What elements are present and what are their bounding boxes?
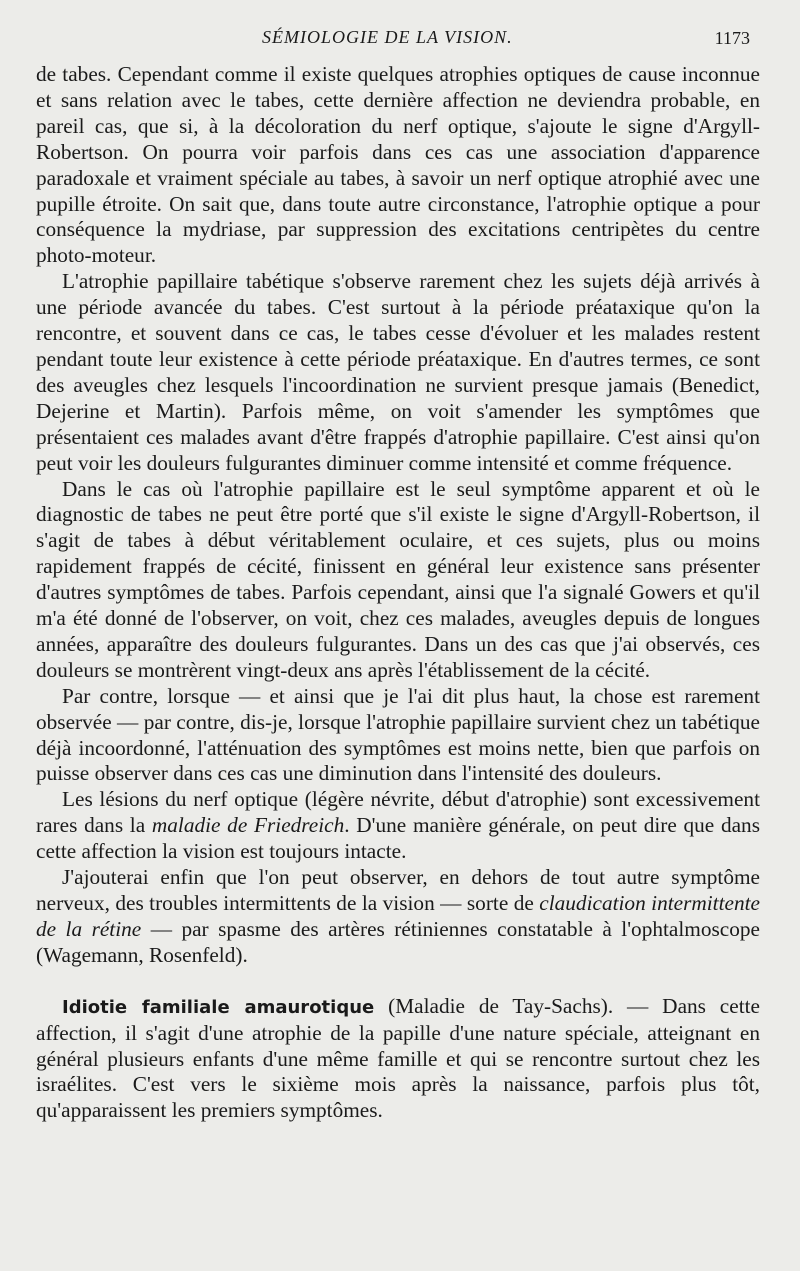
section-heading: Idiotie familiale amaurotique <box>62 996 375 1018</box>
page-header <box>0 27 800 55</box>
paragraph-5-italic: maladie de Friedreich <box>151 813 345 838</box>
paragraph-6 <box>36 865 760 969</box>
section-paragraph <box>36 994 760 1125</box>
paragraph-2: L'atrophie papillaire tabétique s'observe rarement chez les sujets déjà arrivés à une période avancée du tabes. C'est surtout à la période préataxique qu'on la rencontre, et souvent dans ce cas, le tabes cesse d'évoluer et les malades restent pendant toute leur existence à cette période préataxique. En d'autres termes, ce sont des aveugles chez lesquels l'incoordination ne survient presque jamais (Benedict, Dejerine et Martin). Parfois même, on voit s'amender les symptômes que présentaient ces malades avant d'être frappés d'atrophie papillaire. C'est ainsi qu'on peut voir les douleurs fulgurantes diminuer comme intensité et comme fréquence. <box>36 269 760 475</box>
page-number: 1173 <box>714 28 750 48</box>
paragraph-6-text-b: — par spasme des artères rétiniennes constatable à l'ophtalmoscope (Wagemann, Rosenfeld). <box>36 916 760 967</box>
paragraph-5 <box>36 787 760 865</box>
paragraph-6-text-a: J'ajouterai enfin que l'on peut observer, en dehors de tout autre symptôme nerveux, des troubles intermittents de la vision — sorte de <box>36 865 760 915</box>
paragraph-6-italic: claudication intermittente de la rétine <box>36 891 760 941</box>
paragraph-5-text-a: Les lésions du nerf optique (légère névrite, début d'atrophie) sont excessivement rares dans la <box>36 787 760 838</box>
paragraph-4: Par contre, lorsque — et ainsi que je l'ai dit plus haut, la chose est rarement observée — par contre, dis-je, lorsque l'atrophie papillaire survient chez un tabétique déjà incoordonné, l'atténuation des symptômes est moins nette, bien que parfois on puisse observer dans ces cas une diminution dans l'intensité des douleurs. <box>36 683 760 786</box>
body-text <box>36 62 760 1124</box>
paragraph-1: de tabes. Cependant comme il existe quelques atrophies optiques de cause inconnue et sans relation avec le tabes, cette dernière affection ne deviendra probable, en pareil cas, que si, à la décoloration du nerf optique, s'ajoute le signe d'Argyll-Robertson. On pourra voir parfois dans ces cas une association d'apparence paradoxale et vraiment spéciale au tabes, à savoir un nerf optique atrophié avec une pupille étroite. On sait que, dans toute autre circonstance, l'atrophie optique a pour conséquence la mydriase, par suppression des excitations centripètes du centre photo-moteur. <box>36 62 760 268</box>
paragraph-5-text-b: . D'une manière générale, on peut dire que dans cette affection la vision est toujours intacte. <box>36 813 760 864</box>
paragraph-3: Dans le cas où l'atrophie papillaire est le seul symptôme apparent et où le diagnostic de tabes ne peut être porté que s'il existe le signe d'Argyll-Robertson, il s'agit de tabes à début véritablement oculaire, et ces sujets, plus ou moins rapidement frappés de cécité, finissent en général leur existence sans présenter d'autres symptômes de tabes. Parfois cependant, ainsi que l'a signalé Gowers et qu'il m'a été donné de l'observer, on voit, chez ces malades, aveugles depuis de longues années, apparaître des douleurs fulgurantes. Dans un des cas que j'ai observés, ces douleurs se montrèrent vingt-deux ans après l'établissement de la cécité. <box>36 476 760 682</box>
section-text: (Maladie de Tay-Sachs). — Dans cette affection, il s'agit d'une atrophie de la papille d'une nature spéciale, atteignant en général plusieurs enfants d'une même famille et qui se rencontre surtout chez les israélites. C'est vers le sixième mois après la naissance, parfois plus tôt, qu'apparaissent les premiers symptômes. <box>36 993 760 1123</box>
running-title: SÉMIOLOGIE DE LA VISION. <box>262 27 513 47</box>
